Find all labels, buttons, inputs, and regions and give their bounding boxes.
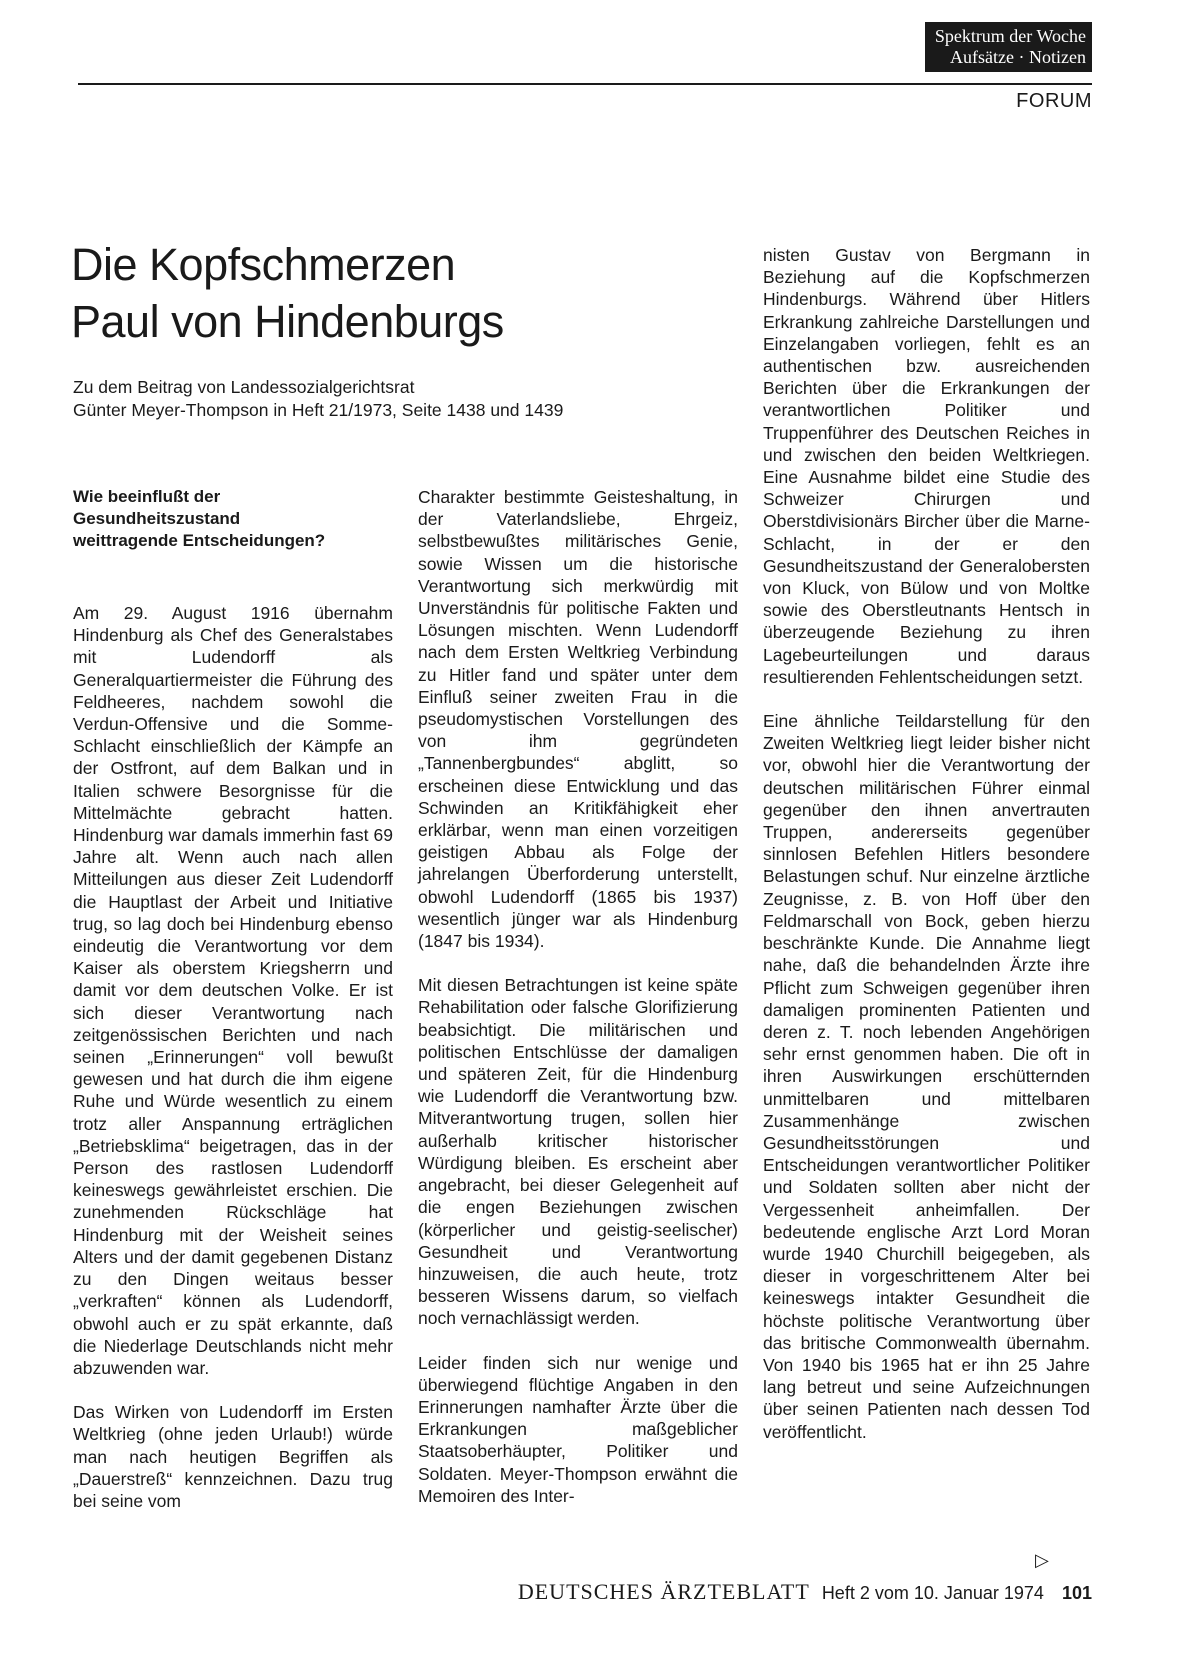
- paragraph: Leider finden sich nur wenige und überwiegend flüchtige Angaben in den Erinnerungen namhafter Ärzte über die Erkrankungen maßgeblicher Staatsoberhäupter, Politiker und Soldaten. Meyer-Thompson erwähnt die Memoiren des Inter-: [418, 1352, 738, 1506]
- journal-name: DEUTSCHES ÄRZTEBLATT: [517, 1579, 810, 1604]
- kicker-line-2: Gesundheitszustand: [73, 509, 241, 528]
- paragraph: Das Wirken von Ludendorff im Ersten Weltkrieg (ohne jeden Urlaub!) würde man nach heutigen Begriffen als „Dauerstreß“ kennzeichnen. Dazu trug bei seine vom: [73, 1402, 393, 1511]
- article-kicker: [73, 486, 393, 552]
- subtitle-line-2: Günter Meyer-Thompson in Heft 21/1973, Seite 1438 und 1439: [73, 400, 564, 420]
- header-rule: [78, 83, 1092, 85]
- paragraph: Charakter bestimmte Geisteshaltung, in der Vaterlandsliebe, Ehrgeiz, selbstbewußtes militärisches Genie, sowie Wissen um die historische Verantwortung sich merkwürdig mit Unverständnis für politische Fakten und Lösungen mischten. Wenn Ludendorff nach dem Ersten Weltkrieg Verbindung zu Hitler fand und später unter dem Einfluß seiner zweiten Frau in die pseudomystischen Vorstellungen des von ihm gegründeten „Tannenbergbundes“ abglitt, so erscheinen diese Entwicklung und das Schwinden an Kritikfähigkeit eher erklärbar, wenn man einen vorzeitigen geistigen Abbau als Folge der jahrelangen Überforderung unterstellt, obwohl Ludendorff (1865 bis 1937) wesentlich jünger war als Hindenburg (1847 bis 1934).: [418, 487, 738, 952]
- column-3: [763, 244, 1090, 1443]
- continue-arrow-icon: ▷: [1035, 1550, 1049, 1570]
- section-label: FORUM: [1016, 90, 1092, 112]
- article-title: [71, 236, 504, 350]
- article-subtitle: [73, 376, 563, 422]
- column-1: [73, 486, 393, 1512]
- kicker-line-3: weittragende Entscheidungen?: [73, 531, 326, 550]
- section-badge: [925, 22, 1092, 72]
- paragraph: Mit diesen Betrachtungen ist keine späte Rehabilitation oder falsche Glorifizierung beabsichtigt. Die militärischen und politischen Entschlüsse der damaligen und späteren Zeit, für die Hindenburg wie Ludendorff die Verantwortung bzw. Mitverantwortung trugen, sollen hier außerhalb kritischer historischer Würdigung bleiben. Es erscheint aber angebracht, bei dieser Gelegenheit auf die engen Beziehungen zwischen (körperlicher und geistig-seelischer) Gesundheit und Verantwortung hinzuweisen, die auch heute, trotz besseren Wissens darum, so vielfach noch vernachlässigt werden.: [418, 975, 738, 1329]
- issue-info: Heft 2 vom 10. Januar 1974: [821, 1583, 1044, 1603]
- kicker-line-1: Wie beeinflußt der: [73, 487, 221, 506]
- paragraph: Eine ähnliche Teildarstellung für den Zweiten Weltkrieg liegt leider bisher nicht vor, obwohl hier die Verantwortung der deutschen militärischen Führer einmal gegenüber den ihnen anvertrauten Truppen, andererseits gegenüber sinnlosen Befehlen Hitlers besondere Belastungen schuf. Nur einzelne ärztliche Zeugnisse, z. B. von Hoff über den Feldmarschall von Bock, geben hierzu beschränkte Kunde. Die Annahme liegt nahe, daß die behandelnden Ärzte ihre Pflicht zum Schweigen gegenüber ihren damaligen prominenten Patienten und deren z. T. noch lebenden Angehörigen sehr ernst genommen haben. Die oft in ihren Auswirkungen erschütternden unmittelbaren und mittelbaren Zusammenhänge zwischen Gesundheitsstörungen und Entscheidungen verantwortlicher Politiker und Soldaten sollten aber nicht der Vergessenheit anheimfallen. Der bedeutende englische Arzt Lord Moran wurde 1940 Churchill beigegeben, als dieser in vorgeschrittenem Alter bei keineswegs intakter Gesundheit die höchste politische Verantwortung über das britische Commonwealth übernahm. Von 1940 bis 1965 hat er ihn 25 Jahre lang betreut und seine Aufzeichnungen über seinen Patienten nach dessen Tod veröffentlicht.: [763, 711, 1090, 1442]
- page-number: 101: [1061, 1583, 1092, 1603]
- title-line-1: Die Kopfschmerzen: [71, 239, 456, 290]
- title-line-2: Paul von Hindenburgs: [71, 296, 504, 347]
- badge-line-2: Aufsätze · Notizen: [950, 47, 1086, 67]
- column-2: [418, 486, 738, 1507]
- paragraph: Am 29. August 1916 übernahm Hindenburg als Chef des Generalstabes mit Ludendorff als Generalquartiermeister die Führung des Feldheeres, nachdem sowohl die Verdun-Offensive und die Somme-Schlacht einschließlich der Kämpfe an der Ostfront, auf dem Balkan und in Italien schwere Besorgnisse für die Mittelmächte gebracht hatten. Hindenburg war damals immerhin fast 69 Jahre alt. Wenn auch nach allen Mitteilungen aus dieser Zeit Ludendorff die Hauptlast der Arbeit und Initiative trug, so lag doch bei Hindenburg ebenso eindeutig die Verantwortung vor dem Kaiser als oberstem Kriegsherrn und damit vor dem deutschen Volke. Er ist sich dieser Verantwortung nach zeitgenössischen Berichten und nach seinen „Erinnerungen“ voll bewußt gewesen und hat durch die ihm eigene Ruhe und Würde wesentlich zu einem trotz aller Anspannung erträglichen „Betriebsklima“ beigetragen, das in der Person des rastlosen Ludendorff keineswegs gewährleistet erschien. Die zunehmenden Rückschläge hat Hindenburg mit der Weisheit seines Alters und der damit gegebenen Distanz zu den Dingen weitaus besser „verkraften“ können als Ludendorff, obwohl auch er zu spät erkannte, daß die Niederlage Deutschlands nicht mehr abzuwenden war.: [73, 603, 393, 1378]
- page-footer: [518, 1579, 1092, 1605]
- paragraph: nisten Gustav von Bergmann in Beziehung auf die Kopfschmerzen Hindenburgs. Während über Hitlers Erkrankung zahlreiche Darstellungen und Einzelangaben vorliegen, fehlt es an authentischen bzw. ausreichenden Berichten über die Erkrankungen der verantwortlichen Politiker und Truppenführer des Deutschen Reiches in und zwischen den beiden Weltkriegen. Eine Ausnahme bildet eine Studie des Schweizer Chirurgen und Oberstdivisionärs Bircher über die Marne-Schlacht, in der er den Gesundheitszustand der Generalobersten von Kluck, von Bülow und von Moltke sowie des Oberstleutnants Hentsch in überzeugende Beziehung zu ihren Lagebeurteilungen und daraus resultierenden Fehlentscheidungen setzt.: [763, 245, 1090, 687]
- badge-line-1: Spektrum der Woche: [934, 26, 1086, 46]
- subtitle-line-1: Zu dem Beitrag von Landessozialgerichtsrat: [73, 377, 415, 397]
